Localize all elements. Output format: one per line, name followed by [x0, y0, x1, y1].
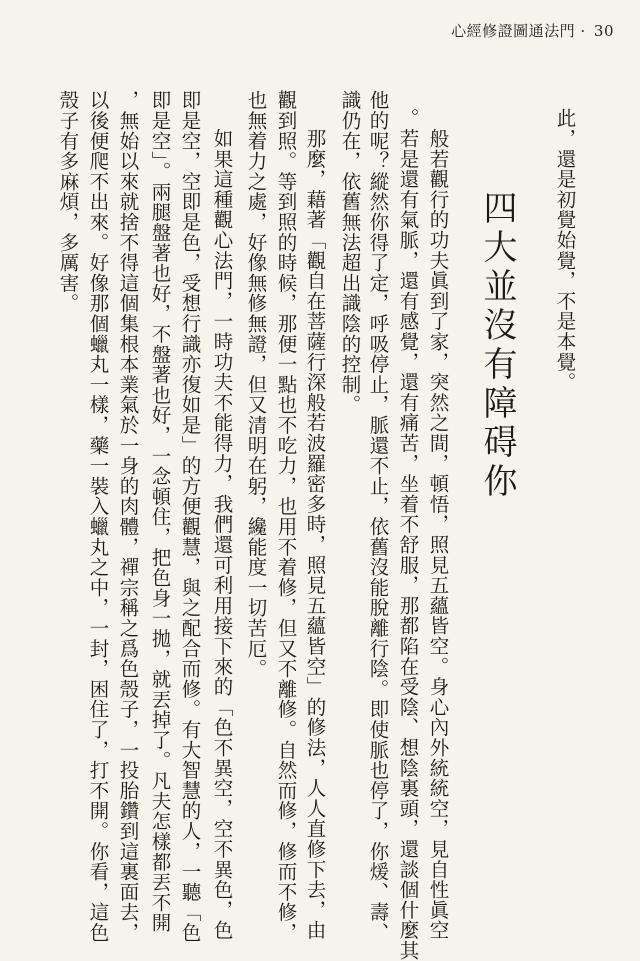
text-column-2: 般若觀行的功夫眞到了家，突然之間，頓悟，照見五蘊皆空。身心內外統統空，見自性眞空: [426, 108, 450, 941]
text-column-14: 殼子有多麻煩，多厲害。: [56, 90, 80, 314]
text-column-11: 即是空」。兩腿盤著也好，不盤著也好，一念頓住，把色身一拋，就丟掉了。凡夫怎樣都丟不開: [148, 90, 172, 933]
text-column-9: 如果這種觀心法門，一時功夫不能得力，我們還可利用接下來的「色不異空，空不異色，色: [210, 108, 234, 941]
text-column-7: 觀到照。等到照的時候，那便一點也不吃力，也用不着修，但又不離修。自然而修，修而不修，: [274, 90, 298, 943]
text-column-3: 。若是還有氣脈，還有感覺，還有痛苦，坐着不舒服，那都陷在受陰、想陰裏頭，還談個什麼其: [396, 108, 420, 961]
running-header-title: 心經修證圖通法門: [451, 22, 576, 40]
page-number: 30: [593, 22, 614, 40]
running-header: 心經修證圖通法門 · 30: [451, 22, 614, 40]
text-column-1: 此，還是初覺始覺，不是本覺。: [553, 108, 577, 393]
text-column-5: 識仍在，依舊無法超出識陰的控制。: [338, 90, 362, 415]
text-column-4: 他的呢？縱然你得了定，呼吸停止，脈還不止，依舊沒能脫離行陰。即使脈也停了，你煖、壽、: [366, 90, 390, 943]
section-title: 四大並沒有障碍你: [477, 190, 517, 502]
text-column-6: 那麼，藉著「觀自在菩薩行深般若波羅密多時，照見五蘊皆空」的修法，人人直修下去，由: [303, 108, 327, 941]
text-column-10: 即是空，空即是色，受想行識亦復如是」的方便觀慧，與之配合而修。有大智慧的人，一聽「色: [178, 90, 202, 943]
text-column-8: 也無着力之處，好像無修無證，但又清明在躬，纔能度一切苦厄。: [244, 90, 268, 679]
text-column-12: ，無始以來就捨不得這個集根本業氣於一身的肉體，禪宗稱之爲色殼子，一投胎鑽到這裏面去，: [116, 90, 140, 943]
text-column-13: 以後便爬不出來。好像那個蠟丸一樣，藥一裝入蠟丸之中，一封，困住了，打不開。你看，這色: [86, 90, 110, 943]
